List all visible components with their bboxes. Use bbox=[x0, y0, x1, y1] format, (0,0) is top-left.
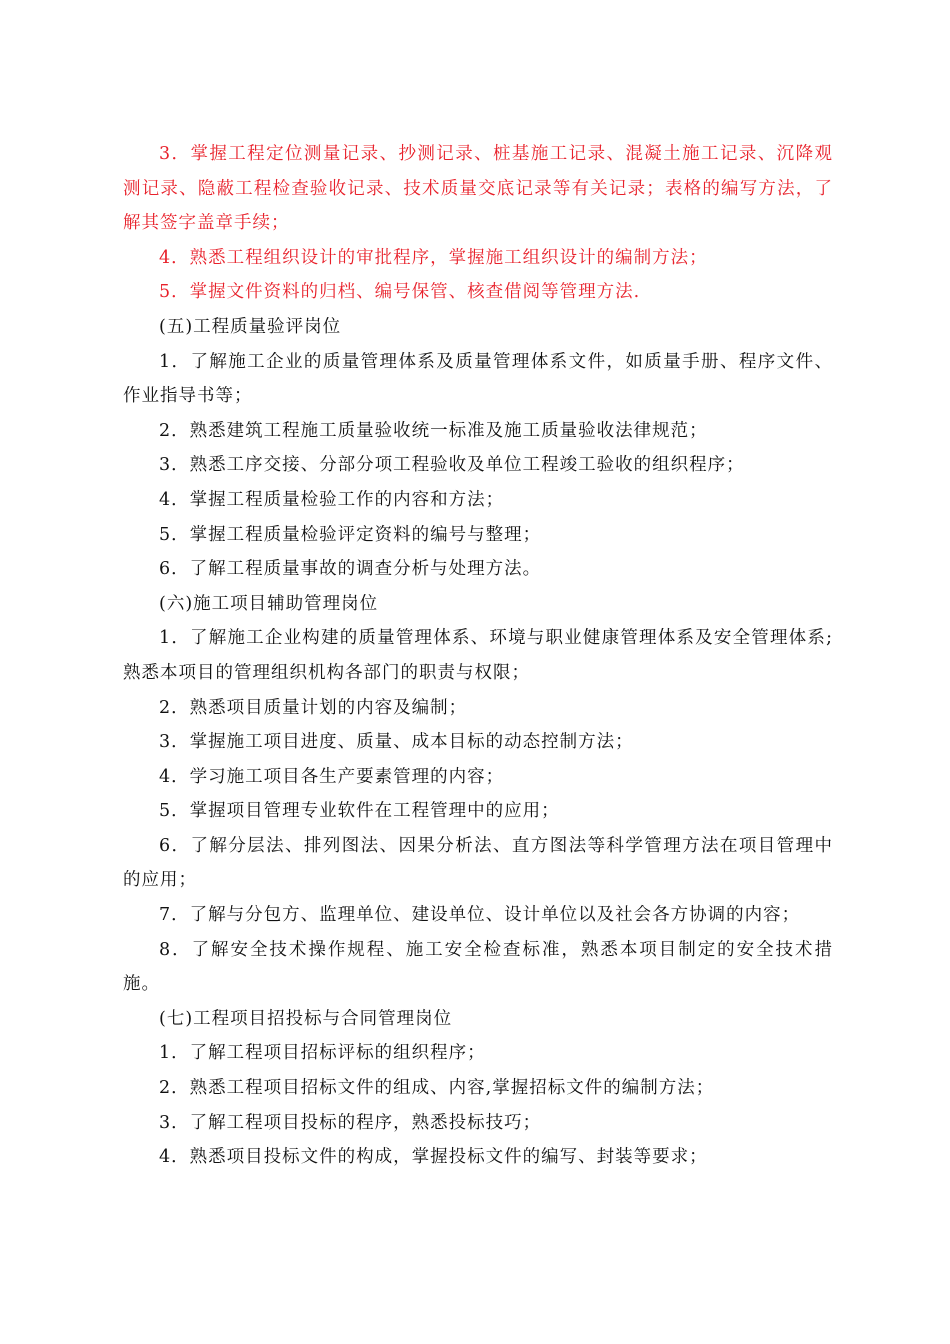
list-item: 3．了解工程项目投标的程序，熟悉投标技巧； bbox=[159, 1112, 542, 1133]
list-item: 3．掌握工程定位测量记录、抄测记录、桩基施工记录、混凝土施工记录、沉降观测记录、隐蔽工程检查验收记录、技术质量交底记录等有关记录；表格的编写方法，了解其签字盖章手续； bbox=[123, 144, 833, 234]
list-item: 4．熟悉工程组织设计的审批程序，掌握施工组织设计的编制方法； bbox=[159, 247, 708, 268]
list-item: 3．掌握施工项目进度、质量、成本目标的动态控制方法； bbox=[159, 732, 634, 753]
list-item: 8．了解安全技术操作规程、施工安全检查标准，熟悉本项目制定的安全技术措施。 bbox=[123, 939, 833, 995]
list-item: 2．熟悉项目质量计划的内容及编制； bbox=[159, 697, 468, 718]
list-item: 1．了解工程项目招标评标的组织程序； bbox=[159, 1043, 486, 1064]
list-item: 2．熟悉建筑工程施工质量验收统一标准及施工质量验收法律规范； bbox=[159, 420, 708, 441]
list-item: 2．熟悉工程项目招标文件的组成、内容,掌握招标文件的编制方法； bbox=[159, 1078, 715, 1099]
list-item: 7．了解与分包方、监理单位、建设单位、设计单位以及社会各方协调的内容； bbox=[159, 905, 801, 926]
list-item: 1．了解施工企业构建的质量管理体系、环境与职业健康管理体系及安全管理体系;熟悉本项目的管理组织机构各部门的职责与权限； bbox=[123, 628, 833, 683]
list-item: 4．学习施工项目各生产要素管理的内容； bbox=[159, 766, 505, 787]
list-item: 6．了解分层法、排列图法、因果分析法、直方图法等科学管理方法在项目管理中的应用； bbox=[123, 835, 833, 891]
list-item: 3．熟悉工序交接、分部分项工程验收及单位工程竣工验收的组织程序； bbox=[159, 455, 745, 476]
document-body bbox=[123, 137, 833, 1175]
list-item: 4．掌握工程质量检验工作的内容和方法； bbox=[159, 489, 505, 510]
list-item: 5．掌握项目管理专业软件在工程管理中的应用； bbox=[159, 801, 560, 822]
list-item: 4．熟悉项目投标文件的构成，掌握投标文件的编写、封装等要求； bbox=[159, 1147, 708, 1168]
section-heading: (五)工程质量验评岗位 bbox=[159, 316, 342, 337]
section-heading: (七)工程项目招投标与合同管理岗位 bbox=[159, 1008, 453, 1029]
list-item: 5．掌握工程质量检验评定资料的编号与整理； bbox=[159, 524, 542, 545]
list-item: 1．了解施工企业的质量管理体系及质量管理体系文件，如质量手册、程序文件、作业指导书等； bbox=[123, 351, 833, 407]
list-item: 5．掌握文件资料的归档、编号保管、核查借阅等管理方法. bbox=[159, 282, 641, 303]
section-heading: (六)施工项目辅助管理岗位 bbox=[159, 593, 379, 614]
list-item: 6．了解工程质量事故的调查分析与处理方法。 bbox=[159, 559, 542, 580]
